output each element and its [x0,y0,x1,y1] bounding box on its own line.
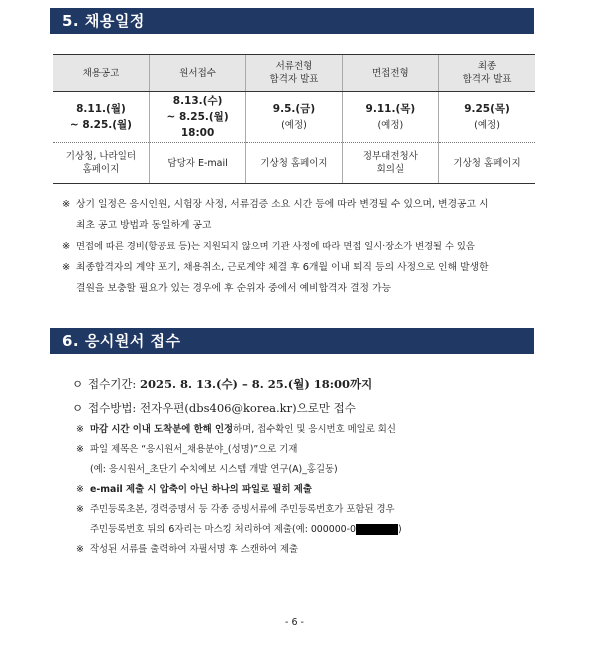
period-label: 접수기간: [88,377,137,391]
application-period [72,372,372,396]
header-document-result: 서류전형 합격자 발표 [246,55,342,92]
note-file-subject-example: (예: 응시원서_초단기 수치예보 시스템 개발 연구(A)_홍길동) [90,464,338,475]
note-signature: ※ 작성된 서류를 출력하여 자필서명 후 스캔하여 제출 [76,540,538,560]
date-final-result: 9.25(목) (예정) [439,92,535,143]
header-announcement: 채용공고 [53,55,149,92]
note-masking-detail: 주민등록번호 뒤의 6자리는 마스킹 처리하여 제출(예: 000000-0 ) [90,524,402,535]
page-number: - 6 - [285,617,304,628]
place-document-result: 기상청 홈페이지 [246,143,342,184]
section-6-title: 6. 응시원서 접수 [50,328,534,354]
period-value: 2025. 8. 13.(수) – 8. 25.(월) 18:00까지 [139,377,373,391]
reference-mark-icon: ※ [62,199,71,210]
schedule-places-row [53,143,535,184]
reference-mark-icon: ※ [76,504,84,515]
reference-mark-icon: ※ [76,424,84,435]
schedule-dates-row [53,92,535,143]
place-final-result: 기상청 홈페이지 [439,143,535,184]
application-notes [76,420,538,560]
note-interview-expense: ※ 면접에 따른 경비(항공료 등)는 지원되지 않으며 기관 사정에 따라 면접 일시·장소가 변경될 수 있음 [62,236,540,257]
circle-bullet-icon: ㅇ [72,401,84,415]
date-interview: 9.11.(목) (예정) [342,92,438,143]
note-deadline: ※ 마감 시간 이내 도착분에 한해 인정하며, 접수확인 및 응시번호 메일로 회신 [76,420,538,440]
reference-mark-icon: ※ [62,241,71,252]
schedule-table [53,54,535,184]
place-interview: 정부대전청사 회의실 [342,143,438,184]
header-application: 원서접수 [149,55,245,92]
date-document-result: 9.5.(금) (예정) [246,92,342,143]
note-schedule-change: ※ 상기 일정은 응시인원, 시험장 사정, 서류검증 소요 시간 등에 따라 변경될 수 있으며, 변경공고 시 최초 공고 방법과 동일하게 공고 [62,194,540,236]
application-method [72,396,372,420]
reference-mark-icon: ※ [62,262,71,273]
place-application: 담당자 E-mail [149,143,245,184]
header-final-result: 최종 합격자 발표 [439,55,535,92]
reference-mark-icon: ※ [76,544,84,555]
note-file-subject: ※ 파일 제목은 “응시원서_채용분야_(성명)”으로 기재 [76,440,538,460]
date-application: 8.13.(수) ~ 8.25.(월) 18:00 [149,92,245,143]
date-announcement: 8.11.(월) ~ 8.25.(월) [53,92,149,143]
reference-mark-icon: ※ [76,484,84,495]
place-announcement: 기상청, 나라일터 홈페이지 [53,143,149,184]
section-5-title: 5. 채용일정 [50,8,534,34]
application-info [72,372,372,420]
header-interview: 면접전형 [342,55,438,92]
method-label: 접수방법: [88,401,137,415]
note-masking: ※ 주민등록초본, 경력증명서 등 각종 증빙서류에 주민등록번호가 포함된 경우 [76,500,538,520]
schedule-notes [62,194,540,299]
schedule-header-row [53,55,535,92]
method-value: 전자우편(dbs406@korea.kr)으로만 접수 [139,401,356,415]
note-single-file: ※ e-mail 제출 시 압축이 아닌 하나의 파일로 필히 제출 [76,480,538,500]
note-reserve-candidate: ※ 최종합격자의 계약 포기, 채용취소, 근로계약 체결 후 6개월 이내 퇴직 등의 사정으로 인해 발생한 결원을 보충할 필요가 있는 경우에 후 순위자 중에서 예비합격자 결정 가능 [62,257,540,299]
circle-bullet-icon: ㅇ [72,377,84,391]
redaction-block [356,524,398,535]
reference-mark-icon: ※ [76,444,84,455]
